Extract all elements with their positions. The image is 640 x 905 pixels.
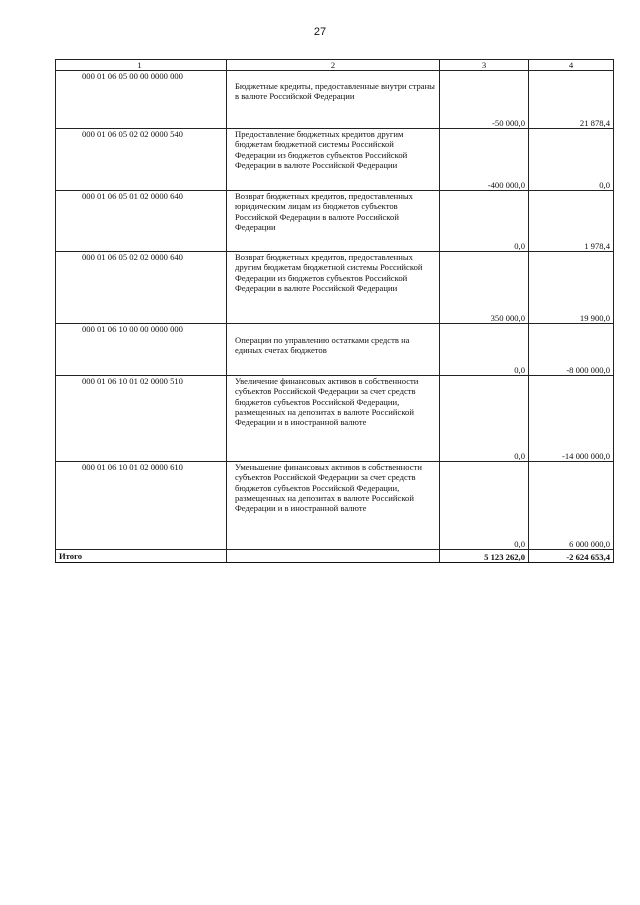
total-empty-cell xyxy=(227,550,440,563)
table-row xyxy=(56,252,614,324)
page-number: 27 xyxy=(313,26,327,38)
row-value-col4: 0,0 xyxy=(529,129,614,191)
row-value-col4: 21 878,4 xyxy=(529,71,614,129)
column-header: 4 xyxy=(529,60,614,71)
row-value-col3: 0,0 xyxy=(440,462,529,550)
row-description: Возврат бюджетных кредитов, предоставленных юридическим лицам из бюджетов субъектов Российской Федерации в валюте Российской Федерации xyxy=(227,191,440,252)
row-value-col3: -400 000,0 xyxy=(440,129,529,191)
table-row xyxy=(56,462,614,550)
row-value-col3: 0,0 xyxy=(440,376,529,462)
row-description: Уменьшение финансовых активов в собственности субъектов Российской Федерации за счет средств бюджетов субъектов Российской Федерации, размещенных на депозитах в валюте Российской Федерации и в иностранной валюте xyxy=(227,462,440,550)
table-row xyxy=(56,71,614,129)
row-value-col4: -8 000 000,0 xyxy=(529,324,614,376)
row-value-col3: 0,0 xyxy=(440,191,529,252)
budget-table xyxy=(55,59,614,563)
column-header: 3 xyxy=(440,60,529,71)
row-value-col4: -14 000 000,0 xyxy=(529,376,614,462)
total-value-col3: 5 123 262,0 xyxy=(440,550,529,563)
table-row xyxy=(56,191,614,252)
table-header-row xyxy=(56,60,614,71)
row-code: 000 01 06 10 01 02 0000 610 xyxy=(56,462,227,550)
row-description: Возврат бюджетных кредитов, предоставленных другим бюджетам бюджетной системы Российской Федерации из бюджетов субъектов Российской Федерации в валюте Российской Федерации xyxy=(227,252,440,324)
total-label: Итого xyxy=(56,550,227,563)
row-description: Увеличение финансовых активов в собственности субъектов Российской Федерации за счет средств бюджетов субъектов Российской Федерации, размещенных на депозитах в валюте Российской Федерации и в иностранной валюте xyxy=(227,376,440,462)
row-value-col3: 350 000,0 xyxy=(440,252,529,324)
row-value-col3: -50 000,0 xyxy=(440,71,529,129)
row-value-col4: 1 978,4 xyxy=(529,191,614,252)
row-value-col4: 6 000 000,0 xyxy=(529,462,614,550)
row-code: 000 01 06 05 00 00 0000 000 xyxy=(56,71,227,129)
row-code: 000 01 06 10 00 00 0000 000 xyxy=(56,324,227,376)
table-row xyxy=(56,324,614,376)
row-description: Предоставление бюджетных кредитов другим бюджетам бюджетной системы Российской Федерации из бюджетов субъектов Российской Федерации в валюте Российской Федерации xyxy=(227,129,440,191)
row-value-col3: 0,0 xyxy=(440,324,529,376)
row-code: 000 01 06 05 01 02 0000 640 xyxy=(56,191,227,252)
table-row xyxy=(56,129,614,191)
table-row xyxy=(56,376,614,462)
total-row xyxy=(56,550,614,563)
row-code: 000 01 06 05 02 02 0000 640 xyxy=(56,252,227,324)
row-description: Операции по управлению остатками средств на единых счетах бюджетов xyxy=(227,324,440,376)
row-code: 000 01 06 10 01 02 0000 510 xyxy=(56,376,227,462)
row-value-col4: 19 900,0 xyxy=(529,252,614,324)
column-header: 2 xyxy=(227,60,440,71)
column-header: 1 xyxy=(56,60,227,71)
row-description: Бюджетные кредиты, предоставленные внутри страны в валюте Российской Федерации xyxy=(227,71,440,129)
row-code: 000 01 06 05 02 02 0000 540 xyxy=(56,129,227,191)
total-value-col4: -2 624 653,4 xyxy=(529,550,614,563)
